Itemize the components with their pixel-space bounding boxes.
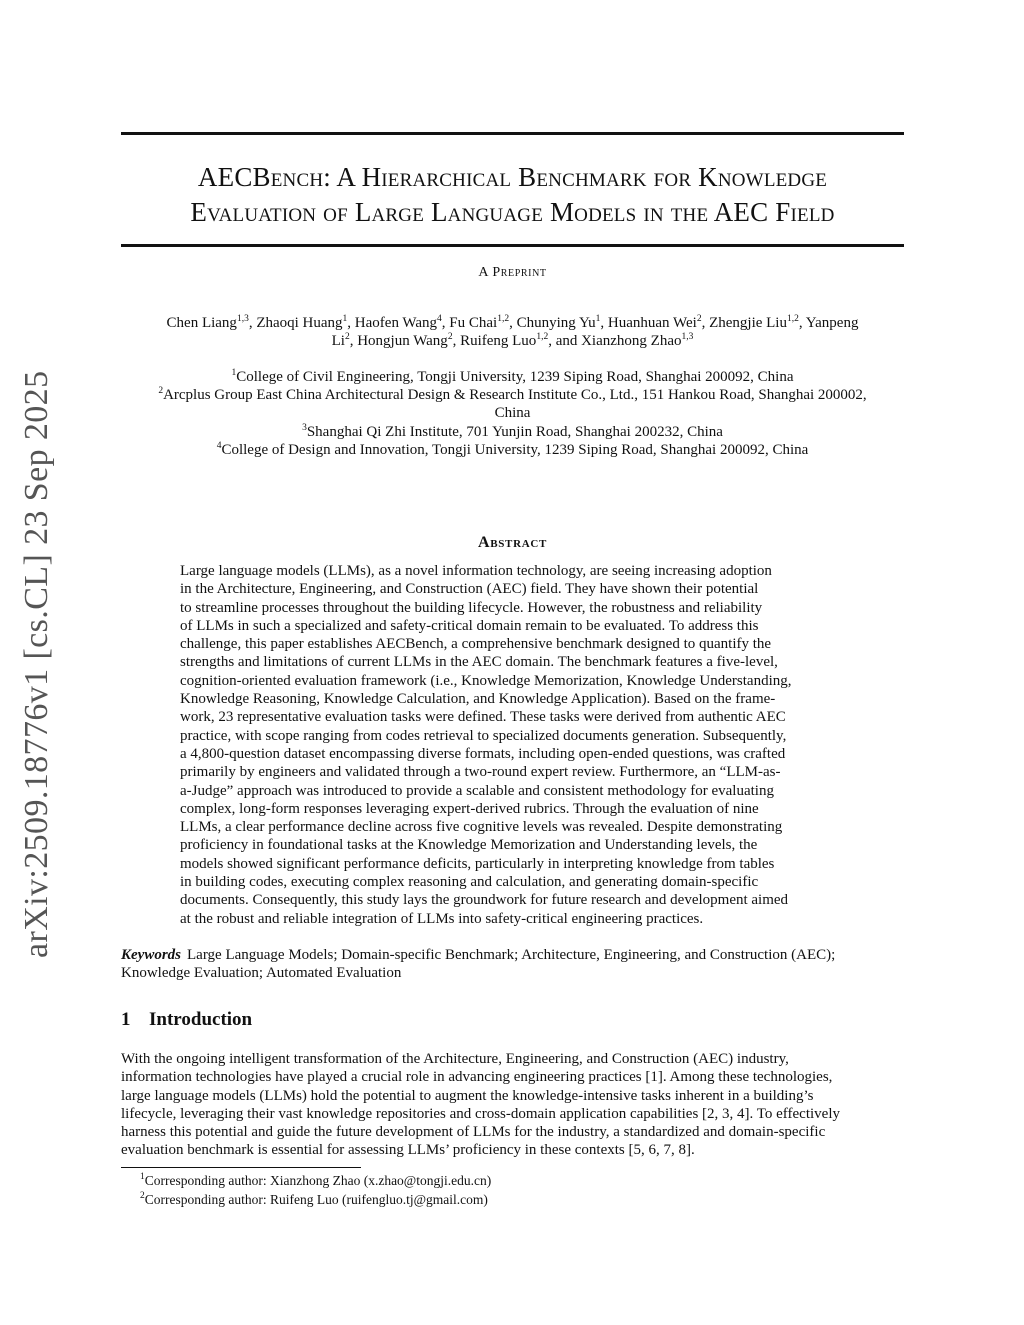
author-affil-sup: 2 [696,314,702,324]
abstract-body [180,562,844,928]
abstract-line: practice, with scope ranging from codes retrieval to specialized documents generation. Subsequently, [180,727,787,744]
paper-title [121,160,904,230]
abstract-line: of LLMs in such a specialized and safety-critical domain remain to be evaluated. To address this [180,617,759,634]
author-name: , Yanpeng [798,315,859,331]
author-name: , Hongjun Wang [349,333,448,349]
affiliation-line [114,386,911,404]
title-bottom-rule [121,244,904,247]
keywords-label: Keywords [121,947,181,963]
footnote-rule [121,1167,361,1168]
affiliation-line [114,368,911,386]
footnote [140,1172,491,1191]
footnote-sup: 1 [140,1172,145,1182]
author-name: , Chunying Yu [509,315,596,331]
affiliation-sup: 1 [231,368,237,378]
abstract-line: work, 23 representative evaluation tasks were defined. These tasks were derived from authentic AEC [180,709,786,726]
affiliation-text: College of Civil Engineering, Tongji University, 1239 Siping Road, Shanghai 200092, China [236,369,794,385]
author-name: Li [331,333,345,349]
abstract-line: in the Architecture, Engineering, and Construction (AEC) field. They have shown their potential [180,581,759,598]
abstract-line: proficiency in foundational tasks at the Knowledge Memorization and Understanding levels, the [180,837,758,854]
body-line: lifecycle, leveraging their vast knowledge repositories and cross-domain application capabilities [2, 3, 4]. To effectively [121,1105,840,1122]
keywords-line-1 [121,946,906,964]
body-line: With the ongoing intelligent transformation of the Architecture, Engineering, and Construction (AEC) industry, [121,1051,789,1067]
author-name: , Zhaoqi Huang [248,315,343,331]
affiliation-text: Shanghai Qi Zhi Institute, 701 Yunjin Road, Shanghai 200232, China [306,423,723,440]
abstract-line: strengths and limitations of current LLMs in the AEC domain. The benchmark features a five-level, [180,654,778,671]
abstract-line: a-Judge” approach was introduced to provide a scalable and consistent methodology for evaluating [180,782,774,799]
affiliation-text: Arcplus Group East China Architectural Design & Research Institute Co., Ltd., 151 Hankou Road, Shanghai 200002, [163,387,867,404]
section-number: 1 [121,1009,131,1030]
affiliation-text: China [494,405,531,422]
abstract-line: cognition-oriented evaluation framework (i.e., Knowledge Memorization, Knowledge Understanding, [180,672,792,689]
footnote-sup: 2 [140,1190,145,1201]
footnote-text: Corresponding author: Ruifeng Luo (ruifengluo.tj@gmail.com) [144,1191,488,1207]
author-affil-sup: 1,2 [786,314,799,324]
affiliation-line [114,423,911,441]
abstract-line: in building codes, executing complex reasoning and calculation, and generating domain-specific [180,874,759,891]
keywords-text: Large Language Models; Domain-specific Benchmark; Architecture, Engineering, and Construction (AEC); [187,947,836,963]
affiliation-sup: 3 [302,422,307,433]
abstract-line: documents. Consequently, this study lays the groundwork for future research and development aimed [180,892,789,909]
affiliation-text: College of Design and Innovation, Tongji University, 1239 Siping Road, Shanghai 200092, China [221,441,809,458]
author-affil-sup: 2 [344,332,350,342]
footnotes [140,1172,491,1209]
introduction-body [121,1050,906,1160]
body-line: evaluation benchmark is essential for assessing LLMs’ proficiency in these contexts [5, 6, 7, 8]. [121,1142,695,1159]
abstract-line: LLMs, a clear performance decline across five cognitive levels was revealed. Despite demonstrating [180,819,783,836]
section-heading [121,1009,252,1031]
affiliation-sup: 2 [158,386,164,397]
title-line-2: Evaluation of Large Language Models in the AEC Field [190,197,835,227]
keywords-block [121,946,906,983]
abstract-line: primarily by engineers and validated through a two-round expert review. Furthermore, an “LLM-as- [180,764,781,781]
abstract-line: models showed significant performance deficits, particularly in interpreting knowledge from tables [180,855,775,872]
footnote [140,1191,491,1210]
author-name: , Huanhuan Wei [600,315,697,331]
abstract-line: Knowledge Reasoning, Knowledge Calculation, and Knowledge Application). Based on the frame- [180,691,776,708]
body-line: large language models (LLMs) hold the potential to augment the knowledge-intensive tasks inherent in a building’s [121,1087,814,1104]
author-line-2 [121,332,904,350]
preprint-label: A Preprint [478,265,547,280]
abstract-line: Large language models (LLMs), as a novel information technology, are seeing increasing adoption [180,563,772,579]
author-line-1 [121,314,904,332]
author-affil-sup: 1,3 [236,314,249,324]
title-top-rule [121,132,904,135]
author-name: , Haofen Wang [347,315,438,331]
abstract-heading: Abstract [477,534,548,551]
section-title: Introduction [149,1009,253,1030]
author-affil-sup: 1,3 [681,332,694,342]
author-affil-sup: 1 [595,314,601,324]
title-line-1: AECBench: A Hierarchical Benchmark for Knowledge [197,162,828,192]
affiliation-sup: 4 [216,440,222,451]
keywords-line-2: Knowledge Evaluation; Automated Evaluation [121,965,402,982]
author-affil-sup: 1 [342,314,348,324]
author-name: , Zhengjie Liu [701,315,787,331]
affiliation-line [114,404,911,422]
author-name: , Ruifeng Luo [452,333,537,349]
affiliation-list [114,368,911,459]
body-line: harness this potential and guide the future development of LLMs for the industry, a standardized and domain-specific [121,1124,826,1141]
author-affil-sup: 1,2 [536,332,549,342]
abstract-line: a 4,800-question dataset encompassing diverse formats, including open-ended questions, was crafted [180,745,786,762]
body-line: information technologies have played a crucial role in advancing engineering practices [1]. Among these technologies, [121,1069,833,1086]
author-name: , and Xianzhong Zhao [548,333,682,349]
abstract-line: to streamline processes throughout the building lifecycle. However, the robustness and reliability [180,599,763,616]
affiliation-line [114,441,911,459]
abstract-line: complex, long-form responses leveraging expert-derived rubrics. Through the evaluation of nine [180,800,759,817]
abstract-line: at the robust and reliable integration of LLMs into safety-critical engineering practices. [180,910,704,927]
author-name: , Fu Chai [441,315,498,331]
footnote-text: Corresponding author: Xianzhong Zhao (x.zhao@tongji.edu.cn) [144,1173,492,1188]
author-affil-sup: 1,2 [497,314,510,324]
abstract-line: challenge, this paper establishes AECBench, a comprehensive benchmark designed to quantify the [180,636,772,653]
author-name: Chen Liang [166,315,237,331]
author-affil-sup: 4 [437,314,442,324]
author-list [121,314,904,350]
arxiv-side-stamp: arXiv:2509.18776v1 [cs.CL] 23 Sep 2025 [18,370,55,958]
author-affil-sup: 2 [447,332,453,342]
